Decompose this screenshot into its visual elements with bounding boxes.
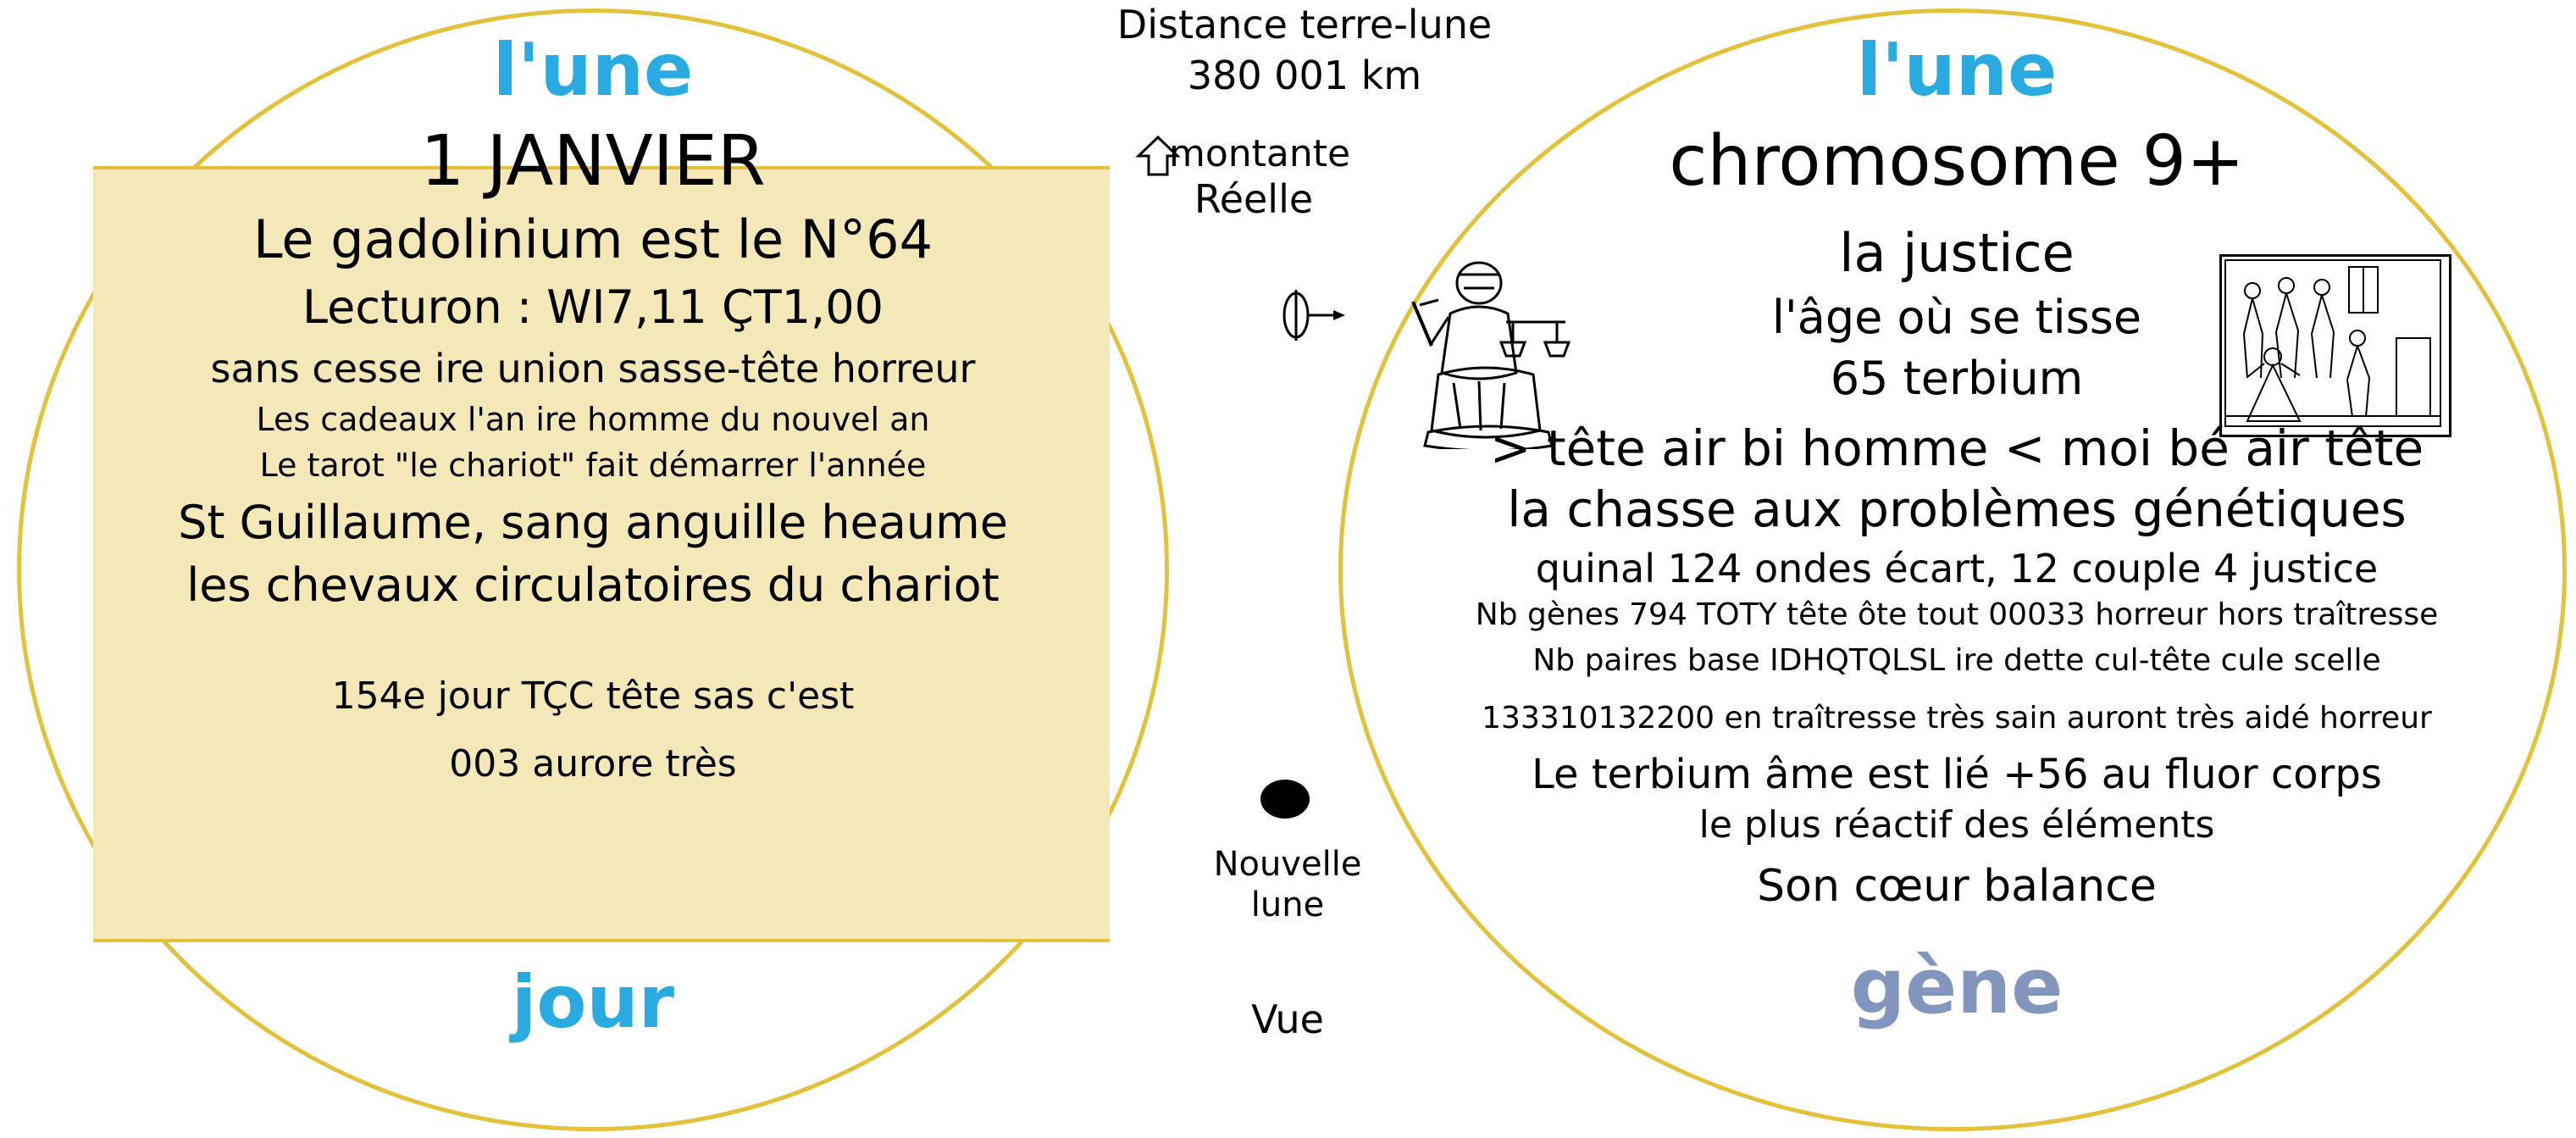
left-line-7: les chevaux circulatoires du chariot: [186, 558, 1000, 612]
left-line-9: 003 aurore très: [449, 742, 737, 785]
moon-distance-label: Distance terre-lune: [1116, 2, 1493, 47]
right-title: chromosome 9+: [1669, 121, 2245, 202]
new-moon-label-line1: Nouvelle: [1213, 845, 1362, 884]
right-line-7: Nb gènes 794 TOTY tête ôte tout 00033 horreur hors traîtresse: [1475, 597, 2439, 632]
left-footer: jour: [511, 960, 675, 1045]
moon-distance-value: 380 001 km: [1187, 53, 1422, 98]
right-footer: gène: [1850, 942, 2064, 1031]
wedding-scene-illustration: [2219, 254, 2451, 437]
view-label: Vue: [1251, 996, 1324, 1042]
left-line-6: St Guillaume, sang anguille heaume: [178, 496, 1008, 549]
right-line-1: la justice: [1839, 222, 2075, 284]
eye-icon: [1271, 288, 1347, 342]
right-header: l'une: [1856, 28, 2058, 113]
moon-real-label: Réelle: [1194, 176, 1314, 222]
right-line-2: l'âge où se tisse: [1771, 291, 2142, 344]
new-moon-icon: [1260, 780, 1310, 819]
left-header: l'une: [492, 28, 694, 113]
right-line-8: Nb paires base IDHQTQLSL ire dette cul-tête cule scelle: [1532, 643, 2381, 678]
right-line-12: Son cœur balance: [1757, 861, 2157, 912]
right-line-11: le plus réactif des éléments: [1698, 803, 2215, 847]
left-line-3: sans cesse ire union sasse-tête horreur: [210, 346, 976, 391]
left-date-title: 1 JANVIER: [420, 121, 766, 202]
right-line-10: Le terbium âme est lié +56 au fluor corps: [1532, 751, 2382, 798]
left-line-2: Lecturon : WI7,11 ÇT1,00: [302, 280, 884, 334]
right-line-5: la chasse aux problèmes génétiques: [1507, 480, 2407, 538]
new-moon-label-line2: lune: [1250, 885, 1325, 924]
right-line-4: > tête air bi homme < moi bé air tête: [1489, 419, 2424, 477]
left-line-1: Le gadolinium est le N°64: [252, 208, 933, 270]
moon-rising-label: montante: [1169, 132, 1351, 175]
right-line-6: quinal 124 ondes écart, 12 couple 4 justice: [1535, 546, 2379, 591]
left-line-5: Le tarot "le chariot" fait démarrer l'année: [259, 447, 927, 484]
left-line-8: 154e jour TÇC tête sas c'est: [331, 674, 855, 718]
right-line-3: 65 terbium: [1830, 352, 2084, 405]
right-line-9: 133310132200 en traîtresse très sain auront très aidé horreur: [1482, 701, 2432, 736]
left-line-4: Les cadeaux l'an ire homme du nouvel an: [256, 401, 930, 438]
